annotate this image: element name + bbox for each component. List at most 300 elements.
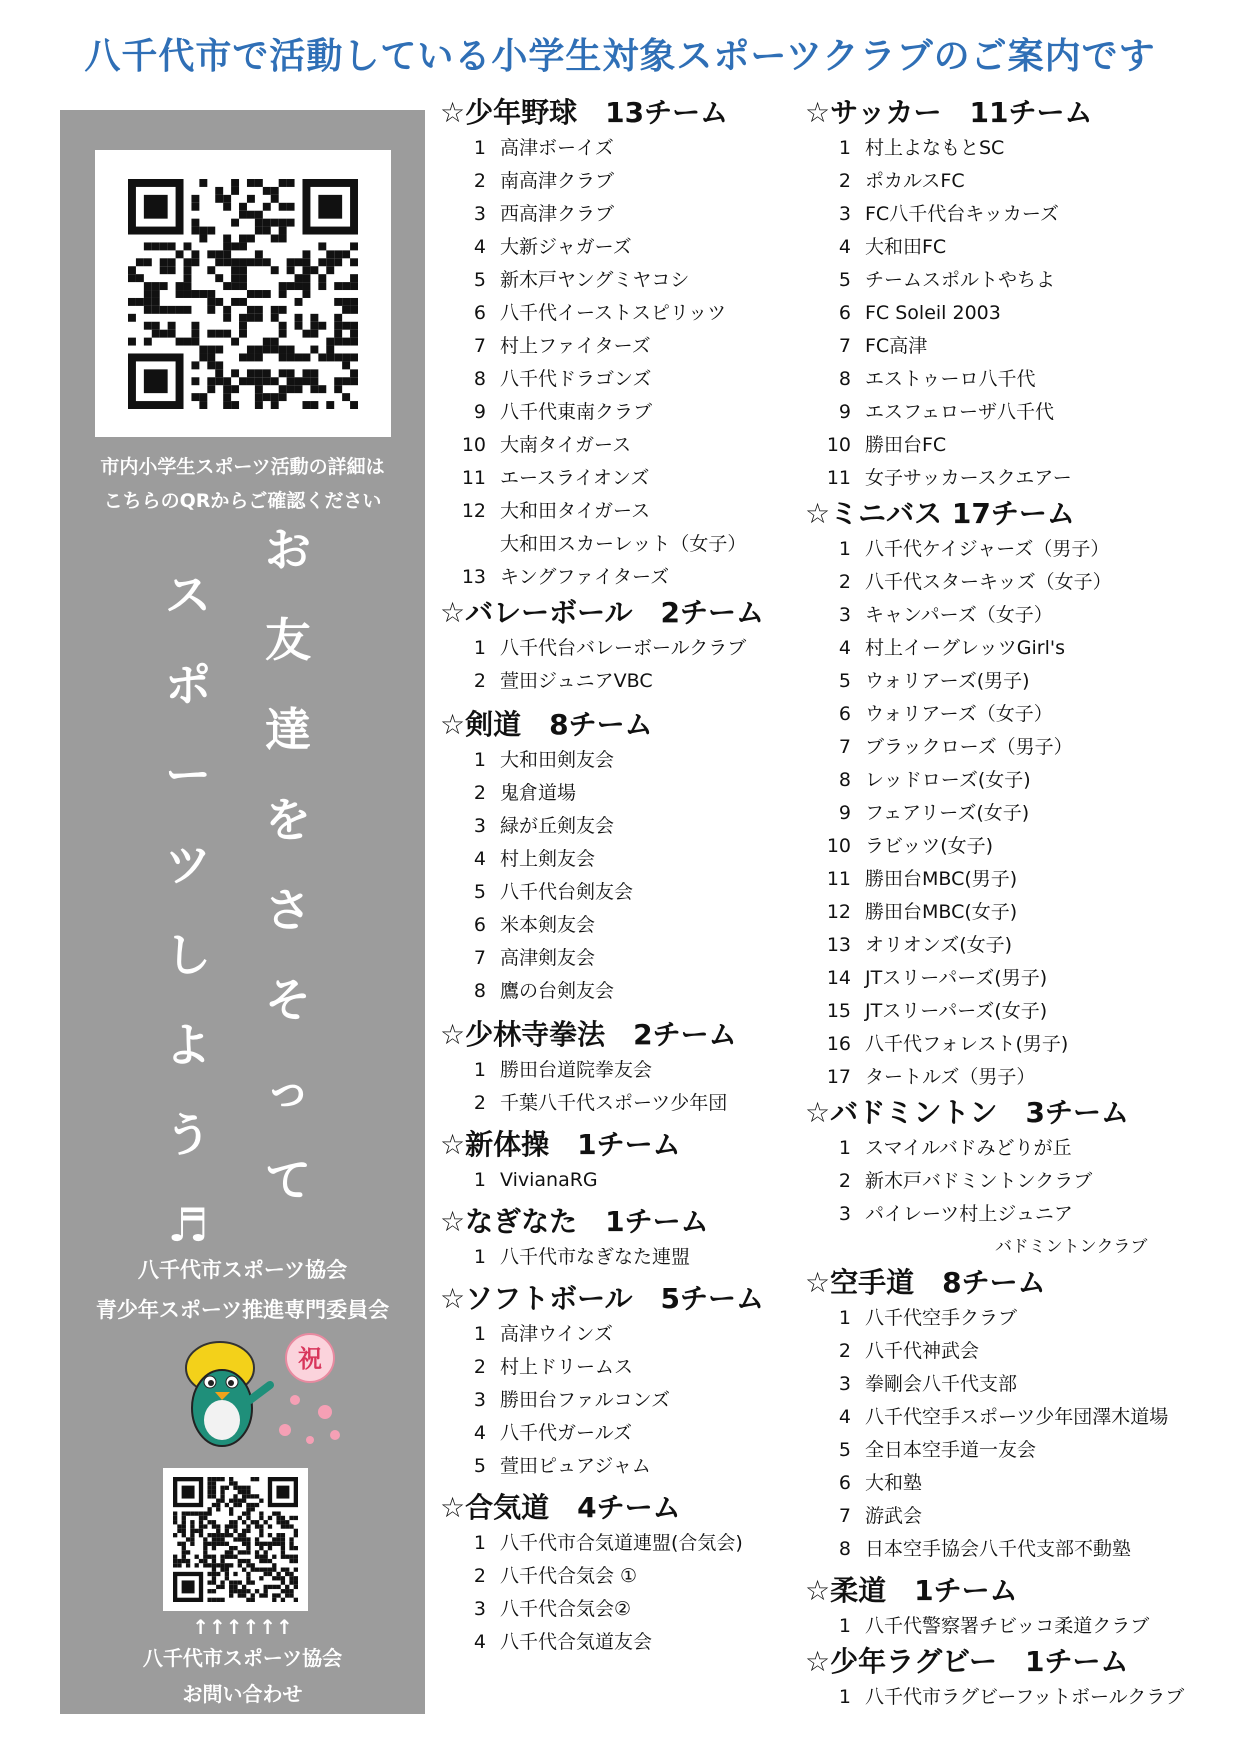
club-number: 1 <box>838 1686 851 1708</box>
contact-org: 八千代市スポーツ協会 <box>142 1646 343 1670</box>
club-number: 5 <box>473 881 486 903</box>
club-number: 7 <box>473 947 486 969</box>
club-list-item <box>440 462 805 495</box>
club-number: 1 <box>473 749 486 771</box>
club-number: 1 <box>473 1323 486 1345</box>
club-list-item <box>440 363 805 396</box>
club-name: 西高津クラブ <box>500 203 615 225</box>
club-list-item <box>440 1241 805 1274</box>
club-number: 6 <box>473 302 486 324</box>
club-name: ウォリアーズ(男子) <box>865 670 1030 692</box>
section-heading: ☆合気道 4チーム <box>440 1491 681 1524</box>
club-number <box>440 528 500 561</box>
club-list-item <box>805 1467 1225 1500</box>
club-section <box>440 706 805 1008</box>
club-number: 6 <box>838 302 851 324</box>
club-list-item <box>805 165 1225 198</box>
committee-name: 青少年スポーツ推進専門委員会 <box>95 1298 390 1322</box>
club-name: 新木戸バドミントンクラブ <box>865 1170 1093 1192</box>
club-name: 大南タイガース <box>500 434 632 456</box>
club-number: 5 <box>473 269 486 291</box>
club-name: FC Soleil 2003 <box>865 302 1001 324</box>
section-heading: ☆なぎなた 1チーム <box>440 1205 709 1238</box>
club-list-item <box>805 297 1225 330</box>
vertical-slogan-left <box>165 550 211 1270</box>
section-heading: ☆少年ラグビー 1チーム <box>805 1645 1129 1678</box>
club-name: エスフェローザ八千代 <box>865 401 1055 423</box>
club-name: ウォリアーズ（女子） <box>865 703 1053 725</box>
club-number: 10 <box>826 434 851 456</box>
qr-code-icon <box>128 179 358 409</box>
club-list-item <box>805 929 1225 962</box>
club-name: 大和田スカーレット（女子） <box>500 533 747 555</box>
club-name: 高津ウインズ <box>500 1323 613 1345</box>
club-number: 4 <box>838 637 851 659</box>
qr-note-line-2: こちらのQRからご確認ください <box>103 490 382 512</box>
club-list-item <box>805 1681 1225 1714</box>
club-list-item <box>805 797 1225 830</box>
club-list-item <box>440 297 805 330</box>
club-list-item <box>440 1527 805 1560</box>
club-number: 6 <box>473 914 486 936</box>
club-number: 12 <box>826 901 851 923</box>
club-list-item <box>440 1351 805 1384</box>
left-column <box>440 94 805 1659</box>
club-number: 4 <box>473 1631 486 1653</box>
club-number: 4 <box>473 1422 486 1444</box>
club-list-item <box>440 665 805 698</box>
club-name: 八千代合気会 ① <box>500 1565 638 1587</box>
club-list-item <box>805 363 1225 396</box>
club-name: 八千代ドラゴンズ <box>500 368 652 390</box>
club-number: 2 <box>473 1092 486 1114</box>
club-number: 1 <box>473 1059 486 1081</box>
club-list-item <box>805 1061 1225 1094</box>
club-list-item <box>805 566 1225 599</box>
club-name: エストゥーロ八千代 <box>865 368 1036 390</box>
club-name: 大和塾 <box>865 1472 923 1494</box>
club-name: 村上よなもとSC <box>865 137 1005 159</box>
club-list-item <box>805 830 1225 863</box>
club-number: 8 <box>473 368 486 390</box>
club-number: 3 <box>473 1598 486 1620</box>
club-number: 8 <box>838 769 851 791</box>
club-number: 1 <box>838 1307 851 1329</box>
club-name: 八千代神武会 <box>865 1340 980 1362</box>
club-list-item <box>440 777 805 810</box>
club-list-item <box>440 1164 805 1197</box>
club-number: 3 <box>838 1203 851 1225</box>
slogan-char: う <box>165 1108 211 1162</box>
association-name: 八千代市スポーツ協会 <box>137 1258 348 1282</box>
club-list-item <box>805 1368 1225 1401</box>
club-number: 1 <box>838 538 851 560</box>
club-list-item <box>805 1198 1225 1231</box>
club-name: キングファイターズ <box>500 566 670 588</box>
club-number: 3 <box>473 1389 486 1411</box>
club-number: 4 <box>473 236 486 258</box>
club-name: 勝田台FC <box>865 434 947 456</box>
club-name: パイレーツ村上ジュニア <box>865 1203 1073 1225</box>
club-number: 9 <box>473 401 486 423</box>
club-number: 1 <box>473 1532 486 1554</box>
slogan-char: 達 <box>265 703 311 757</box>
club-number: 8 <box>838 1538 851 1560</box>
club-number: 13 <box>826 934 851 956</box>
club-list-item <box>805 1610 1225 1643</box>
club-name: 鬼倉道場 <box>500 782 577 804</box>
club-name: 八千代空手スポーツ少年団澤木道場 <box>865 1406 1169 1428</box>
club-name: 村上剣友会 <box>500 848 596 870</box>
section-heading: ☆サッカー 11チーム <box>805 96 1093 129</box>
club-list-item <box>440 264 805 297</box>
club-list-item <box>440 1626 805 1659</box>
club-number: 4 <box>838 236 851 258</box>
slogan-char: さ <box>265 883 311 937</box>
club-name: ラビッツ(女子) <box>865 835 994 857</box>
section-heading: ☆バレーボール 2チーム <box>440 596 765 629</box>
club-list-item <box>805 599 1225 632</box>
club-name: FC八千代台キッカーズ <box>865 203 1059 225</box>
club-number: 1 <box>838 1615 851 1637</box>
club-section <box>805 1572 1225 1643</box>
club-number: 11 <box>826 868 851 890</box>
club-name: 八千代市合気道連盟(合気会) <box>500 1532 743 1554</box>
slogan-char: ♬ <box>167 1198 209 1252</box>
contact-block <box>60 1640 425 1712</box>
club-name: 勝田台MBC(女子) <box>865 901 1018 923</box>
club-number: 2 <box>473 1565 486 1587</box>
club-number: 13 <box>461 566 486 588</box>
club-name: 八千代東南クラブ <box>500 401 653 423</box>
slogan-char: を <box>265 793 311 847</box>
club-number: 6 <box>838 1472 851 1494</box>
section-heading: ☆新体操 1チーム <box>440 1128 681 1161</box>
club-number: 5 <box>838 1439 851 1461</box>
association-block <box>60 1250 425 1330</box>
club-number: 10 <box>461 434 486 456</box>
club-list-item <box>440 1560 805 1593</box>
club-name: 勝田台道院拳友会 <box>500 1059 653 1081</box>
qr-code-icon <box>173 1477 298 1602</box>
club-list-item <box>805 632 1225 665</box>
club-number: 12 <box>461 500 486 522</box>
club-name: 日本空手協会八千代支部不動塾 <box>865 1538 1132 1560</box>
page-title: 八千代市で活動している小学生対象スポーツクラブのご案内です <box>84 36 1156 77</box>
club-list-item <box>440 561 805 594</box>
club-name: 八千代空手クラブ <box>865 1307 1018 1329</box>
club-number: 17 <box>826 1066 851 1088</box>
section-heading: ☆空手道 8チーム <box>805 1266 1046 1299</box>
club-name: 南高津クラブ <box>500 170 615 192</box>
club-name: エースライオンズ <box>500 467 650 489</box>
sidebar-panel <box>60 110 425 1714</box>
club-section <box>440 1016 805 1120</box>
club-name: 八千代ケイジャーズ（男子） <box>865 538 1110 560</box>
section-heading: ☆少林寺拳法 2チーム <box>440 1018 737 1051</box>
club-list-item <box>440 231 805 264</box>
qr-code-small[interactable] <box>163 1468 308 1611</box>
club-name: 八千代台剣友会 <box>500 881 634 903</box>
club-name: 八千代警察署チビッコ柔道クラブ <box>865 1615 1150 1637</box>
club-number: 5 <box>838 670 851 692</box>
section-heading: ☆ミニバス 17チーム <box>805 497 1075 530</box>
mascot-belly <box>204 1400 240 1440</box>
section-heading: ☆バドミントン 3チーム <box>805 1096 1130 1129</box>
club-number: 2 <box>473 670 486 692</box>
club-list-item <box>440 1593 805 1626</box>
club-number: 3 <box>473 815 486 837</box>
club-section <box>805 1643 1225 1714</box>
club-list-item <box>440 165 805 198</box>
club-list-item <box>440 942 805 975</box>
slogan-char: し <box>165 928 211 982</box>
club-name: タートルズ（男子） <box>865 1066 1036 1088</box>
club-list-item <box>805 264 1225 297</box>
club-number: 10 <box>826 835 851 857</box>
club-list-item <box>805 962 1225 995</box>
club-number: 4 <box>473 848 486 870</box>
slogan-char: ス <box>165 568 211 622</box>
club-name: 勝田台ファルコンズ <box>500 1389 671 1411</box>
mascot-illustration <box>160 1330 360 1455</box>
club-list-item <box>440 1318 805 1351</box>
club-list-item <box>440 198 805 231</box>
slogan-char: て <box>265 1153 311 1207</box>
club-list-item <box>440 843 805 876</box>
club-number: 7 <box>838 1505 851 1527</box>
club-name: 游武会 <box>865 1505 923 1527</box>
club-name: 村上ファイターズ <box>500 335 651 357</box>
slogan-char: ー <box>165 748 211 802</box>
club-number: 2 <box>838 1170 851 1192</box>
club-name: VivianaRG <box>500 1169 598 1191</box>
club-list-item <box>805 1401 1225 1434</box>
section-heading: ☆少年野球 13チーム <box>440 96 729 129</box>
club-name: JTスリーパーズ(女子) <box>865 1000 1048 1022</box>
club-list-item <box>805 1132 1225 1165</box>
club-name: 村上イーグレッツGirl's <box>865 637 1066 659</box>
club-name: 八千代市なぎなた連盟 <box>500 1246 691 1268</box>
club-section <box>805 94 1225 495</box>
club-list-item <box>805 698 1225 731</box>
club-name: 全日本空手道一友会 <box>865 1439 1037 1461</box>
club-number: 9 <box>838 802 851 824</box>
club-list-item <box>805 764 1225 797</box>
club-list-item <box>440 810 805 843</box>
club-section <box>440 1489 805 1659</box>
club-number: 15 <box>826 1000 851 1022</box>
club-list-item <box>440 528 805 561</box>
club-name: 拳剛会八千代支部 <box>865 1373 1018 1395</box>
club-list-item <box>805 396 1225 429</box>
club-name: フェアリーズ(女子) <box>865 802 1030 824</box>
club-list-item <box>440 396 805 429</box>
club-name: 大和田FC <box>865 236 947 258</box>
club-name: 八千代ガールズ <box>500 1422 633 1444</box>
club-number: 2 <box>473 782 486 804</box>
club-list-item <box>805 665 1225 698</box>
club-list-item <box>440 909 805 942</box>
club-section <box>805 495 1225 1094</box>
club-number: 11 <box>826 467 851 489</box>
club-list-item <box>440 632 805 665</box>
slogan-char: 友 <box>265 613 311 667</box>
club-section <box>805 1094 1225 1264</box>
slogan-char: ポ <box>165 658 211 712</box>
club-list-item <box>805 231 1225 264</box>
club-number: 5 <box>473 1455 486 1477</box>
club-name: チームスポルトやちよ <box>865 269 1056 291</box>
club-name: 女子サッカースクエアー <box>865 467 1072 489</box>
club-name: 八千代台バレーボールクラブ <box>500 637 747 659</box>
club-name: 高津剣友会 <box>500 947 596 969</box>
contact-label: お問い合わせ <box>182 1682 303 1706</box>
badge-text: 祝 <box>298 1345 322 1373</box>
club-number: 2 <box>473 1356 486 1378</box>
club-number: 9 <box>838 401 851 423</box>
club-number: 2 <box>838 1340 851 1362</box>
vertical-slogan-right <box>265 505 311 1225</box>
club-list-item <box>805 533 1225 566</box>
section-heading: ☆剣道 8チーム <box>440 708 653 741</box>
club-section <box>440 94 805 594</box>
club-name: ポカルスFC <box>865 170 965 192</box>
club-number: 2 <box>838 571 851 593</box>
club-number: 4 <box>838 1406 851 1428</box>
club-name: JTスリーパーズ(男子) <box>865 967 1048 989</box>
club-name: 緑が丘剣友会 <box>500 815 615 837</box>
club-number: 1 <box>473 137 486 159</box>
club-name: FC高津 <box>865 335 928 357</box>
club-name: オリオンズ(女子) <box>865 934 1013 956</box>
club-section <box>440 1280 805 1483</box>
club-list-item <box>440 1384 805 1417</box>
club-name: ブラックローズ（男子） <box>865 736 1073 758</box>
club-list-item <box>805 896 1225 929</box>
club-list-item <box>805 1335 1225 1368</box>
club-number: 6 <box>838 703 851 725</box>
club-list-item <box>440 1087 805 1120</box>
club-number: 1 <box>473 1246 486 1268</box>
arrows-up: ↑↑↑↑↑↑ <box>192 1615 293 1639</box>
club-list-item <box>440 495 805 528</box>
club-section <box>805 1264 1225 1566</box>
club-list-item <box>440 1450 805 1483</box>
club-number: 1 <box>473 1169 486 1191</box>
club-list-item <box>440 876 805 909</box>
club-number: 7 <box>473 335 486 357</box>
slogan-char: お <box>265 523 311 577</box>
club-number: 2 <box>838 170 851 192</box>
club-name: 八千代合気会② <box>500 1598 632 1620</box>
club-list-item <box>805 132 1225 165</box>
club-list-item <box>805 429 1225 462</box>
club-name: 八千代スターキッズ（女子） <box>865 571 1112 593</box>
club-list-item <box>805 330 1225 363</box>
club-list-item <box>805 1500 1225 1533</box>
club-name: 米本剣友会 <box>500 914 596 936</box>
club-name: 萱田ジュニアVBC <box>500 670 653 692</box>
club-number: 3 <box>838 1373 851 1395</box>
club-number: 7 <box>838 335 851 357</box>
club-number: 14 <box>826 967 851 989</box>
club-name: 八千代市ラグビーフットボールクラブ <box>865 1686 1185 1708</box>
club-name: レッドローズ(女子) <box>865 769 1031 791</box>
club-number: 2 <box>473 170 486 192</box>
club-number: 3 <box>473 203 486 225</box>
club-list-item <box>805 995 1225 1028</box>
club-name: 大和田タイガース <box>500 500 651 522</box>
club-number: 1 <box>838 137 851 159</box>
club-name: 大新ジャガーズ <box>500 236 632 258</box>
qr-code-large[interactable] <box>95 150 391 437</box>
club-list-item <box>805 731 1225 764</box>
club-name-continuation <box>805 1231 1225 1264</box>
slogan-char: よ <box>165 1018 211 1072</box>
club-number: 3 <box>838 604 851 626</box>
club-section <box>440 1203 805 1274</box>
club-list-item <box>440 132 805 165</box>
club-name-cont: バドミントンクラブ <box>995 1237 1148 1257</box>
section-heading: ☆柔道 1チーム <box>805 1574 1018 1607</box>
club-name: 千葉八千代スポーツ少年団 <box>500 1092 728 1114</box>
club-number: 1 <box>838 1137 851 1159</box>
club-list-item <box>805 863 1225 896</box>
club-number: 11 <box>461 467 486 489</box>
section-heading: ☆ソフトボール 5チーム <box>440 1282 765 1315</box>
club-name: 村上ドリームス <box>500 1356 634 1378</box>
club-list-item <box>805 1533 1225 1566</box>
club-name: 鷹の台剣友会 <box>500 980 615 1002</box>
club-list-item <box>440 429 805 462</box>
right-column <box>805 94 1225 1714</box>
club-list-item <box>440 1054 805 1087</box>
club-name: キャンパーズ（女子） <box>865 604 1053 626</box>
club-number: 5 <box>838 269 851 291</box>
club-name: 大和田剣友会 <box>500 749 615 771</box>
club-list-item <box>805 462 1225 495</box>
club-list-item <box>440 975 805 1008</box>
qr-note-line-1: 市内小学生スポーツ活動の詳細は <box>100 456 385 478</box>
club-list-item <box>440 744 805 777</box>
club-name: 八千代イーストスピリッツ <box>500 302 727 324</box>
club-number: 8 <box>838 368 851 390</box>
club-list-item <box>805 1028 1225 1061</box>
club-name: 八千代合気道友会 <box>500 1631 653 1653</box>
club-number: 8 <box>473 980 486 1002</box>
club-section <box>440 594 805 698</box>
club-name: 高津ボーイズ <box>500 137 614 159</box>
slogan-char: ツ <box>165 838 211 892</box>
club-list-item <box>805 1165 1225 1198</box>
club-number: 3 <box>838 203 851 225</box>
club-name: 勝田台MBC(男子) <box>865 868 1018 890</box>
club-name: 新木戸ヤングミヤコシ <box>500 269 690 291</box>
club-list-item <box>440 1417 805 1450</box>
club-list-item <box>440 330 805 363</box>
club-number: 16 <box>826 1033 851 1055</box>
club-list-item <box>805 198 1225 231</box>
slogan-char: っ <box>265 1063 311 1117</box>
club-number: 1 <box>473 637 486 659</box>
club-name: スマイルバドみどりが丘 <box>865 1137 1072 1159</box>
club-number: 7 <box>838 736 851 758</box>
club-section <box>440 1126 805 1197</box>
club-name: 萱田ピュアジャム <box>500 1455 651 1477</box>
club-list-item <box>805 1434 1225 1467</box>
club-list-item <box>805 1302 1225 1335</box>
